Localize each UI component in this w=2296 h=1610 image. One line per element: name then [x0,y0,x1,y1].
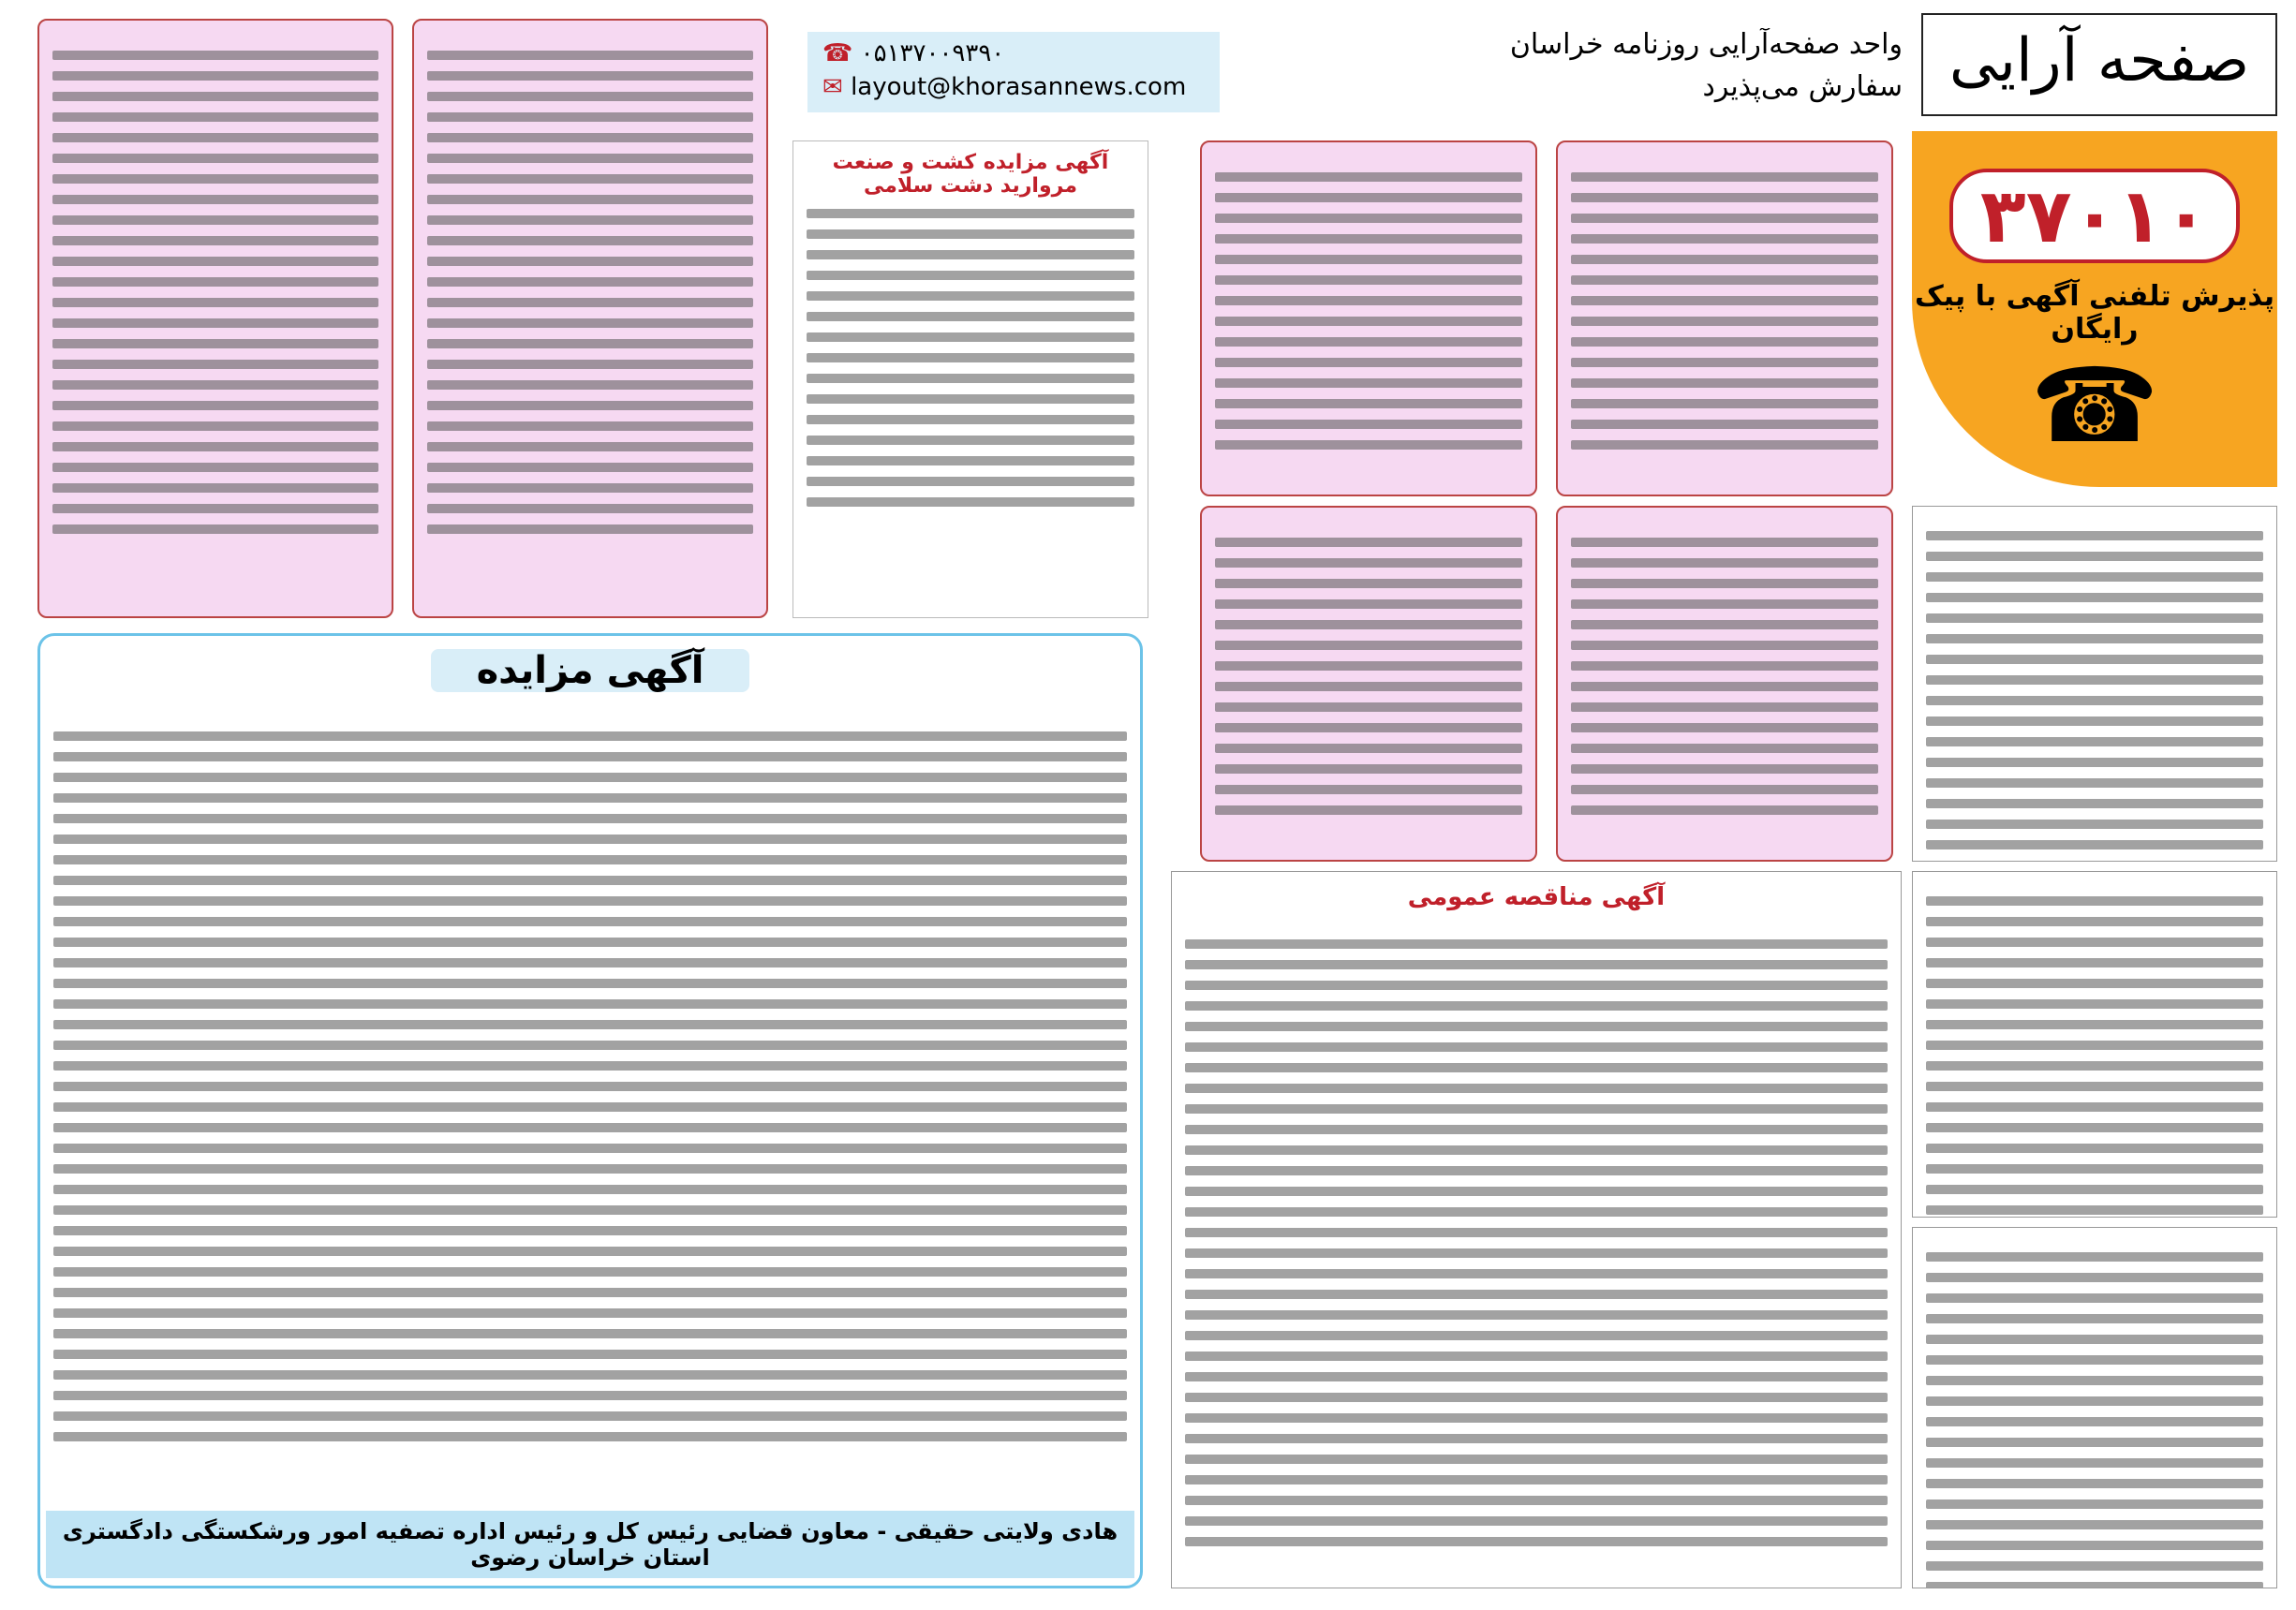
tender-title: آگهی مناقصه عمومی [1407,883,1666,911]
telephone-icon: ☎ [2030,346,2159,465]
badge-text: پذیرش تلفنی آگهی با پیک رایگان [1914,280,2275,346]
contact-phone: ۰۵۱۳۷۰۰۹۳۹۰ [860,39,1005,67]
badge-number: ۳۷۰۱۰ [1949,169,2240,263]
notice-card [412,19,768,618]
header-line1: واحد صفحه‌آرایی روزنامه خراسان [1509,28,1903,61]
brand-box [1921,13,2277,116]
notice-card [37,19,393,618]
right-notice [1912,1227,2277,1588]
notice-card [1200,140,1537,496]
notice-card [1200,506,1537,862]
auction-signature: هادی ولایتی حقیقی - معاون قضایی رئیس کل و رئیس اداره تصفیه امور ورشکستگی دادگستری استان خراسان رضوی [46,1511,1134,1578]
notice-card [1556,140,1893,496]
contact-box [807,32,1220,112]
brand-title: صفحه آرایی [1948,26,2250,96]
right-notice [1912,871,2277,1218]
orchard-notice-title: آگهی مزایده کشت و صنعت مروارید دشت سلامی [832,151,1109,198]
tender-ad [1171,871,1902,1588]
mail-icon: ✉ [822,73,852,101]
phone-badge [1912,131,2277,487]
phone-icon: ☎ [822,39,861,67]
header-text [1453,28,1903,112]
notice-card [1556,506,1893,862]
auction-ad [37,633,1143,1588]
auction-title: آگهی مزایده [431,649,749,692]
header-line2: سفارش می‌پذیرد [1702,70,1903,103]
orchard-notice [792,140,1148,618]
right-notice [1912,506,2277,862]
contact-email: layout@khorasannews.com [851,73,1187,101]
